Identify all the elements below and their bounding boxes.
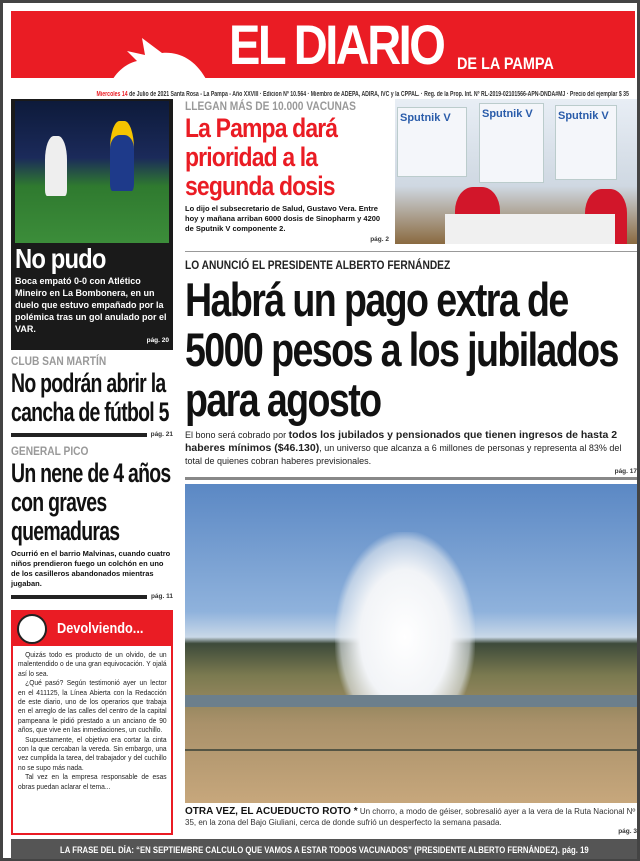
body-bold: todos los jubilados y pensionados que tienen ingresos de hasta 2 haberes mínimos ($46.130) [185,429,618,454]
vacunas-body: Lo dijo el subsecretario de Salud, Gustavo Vera. Entre hoy y mañana arriban 6000 dosis de Sinopharm y 4200 de Sputnik V componente 2. [185,204,381,233]
page-ref: pág. 20 [146,337,169,344]
vaccine-photo [395,99,637,244]
main-kicker: LO ANUNCIÓ EL PRESIDENTE ALBERTO FERNÁNDEZ [185,258,451,272]
right-column [185,99,637,835]
general-pico-body: Ocurrió en el barrio Malvinas, cuando cuatro niños prendieron fuego un colchón en uno de los casilleros abandonados mientras jugaban. [11,549,171,588]
newspaper-title: EL DIARIO [229,13,444,76]
page-ref: pág. 21 [150,431,173,438]
page-ref: pág. 2 [370,236,389,243]
divider [11,595,147,599]
san-martin-kicker: CLUB SAN MARTÍN [11,354,107,368]
vaccine-box: Sputnik V [479,103,544,183]
devolviendo-header [13,612,171,646]
dateline-line [97,91,629,98]
vacunas-kicker: LLEGAN MÁS DE 10.000 VACUNAS [185,99,356,113]
vaccine-box: Sputnik V [555,105,617,180]
devolviendo-body [13,646,171,791]
general-pico-headline[interactable]: Un nene de 4 años con graves quemaduras [11,458,171,546]
dateline [3,83,637,98]
divider [11,433,147,437]
quote-of-the-day-bar [11,839,637,859]
vacunas-article[interactable] [185,99,637,249]
caption-title: OTRA VEZ, EL ACUEDUCTO ROTO * [185,806,358,817]
page-ref: pág. 17 [614,468,637,475]
left-column [11,99,173,835]
boca-headline: No pudo [15,243,106,274]
vacunas-headline[interactable]: La Pampa dará prioridad a la segunda dosis [185,113,338,201]
newspaper-subtitle: DE LA PAMPA [457,54,554,73]
logo-bird-icon [107,33,217,78]
body-text: El bono será cobrado por [185,430,289,440]
paragraph: Quizás todo es producto de un olvido, de un malentendido o de una gran equivocación. Y ojalá así lo sea. [18,650,167,678]
page-ref: pág. 3 [618,828,637,835]
quote-of-the-day: LA FRASE DEL DÍA: “EN SEPTIEMBRE CALCULO QUE VAMOS A ESTAR TODOS VACUNADOS” (PRESIDENTE ALBERTO FERNÁNDEZ). pág. 19 [59,845,589,855]
columnist-caricature-icon [17,614,47,644]
dateline-text: de Julio de 2021 Santa Rosa - La Pampa - Año XXVIII · Edicion Nº 10.564 · Miembro de ADEPA, ADIRA, IVC y la CPPAL. · Reg. de la Prop. Int. Nº RL-2019-02101566-APN-DNDA#MJ · Precio del ejemplar $ 35 [129,91,629,98]
divider [185,477,637,480]
caption-body: Un chorro, a modo de géiser, sobresalió ayer a la vera de la Ruta Nacional Nº 35, en la zona del Bajo Giuliani, cerca de donde sufrió un desperfecto la semana pasada. [185,807,636,827]
paragraph: ¿Qué pasó? Según testimonió ayer un lector en el 411125, la Línea Abierta con la Redacción de este diario, uno de los operarios que trabaja en el arreglo de las calles del centro de la capital pampeana le pidió prestado a un anciano de 90 años, que vive en las inmediaciones, un cuchillo. [18,678,167,735]
devolviendo-column [11,610,173,835]
boca-article[interactable] [11,99,173,350]
photo-caption [185,806,637,828]
main-body [185,429,637,468]
paragraph: Supuestamente, el objetivo era cortar la cinta con la que cercaban la vereda. Sin embargo, una vez cumplida la tarea, del trabajador y del cuchillo no se supo más nada. [18,734,167,772]
geyser-photo [185,484,637,803]
devolviendo-title: Devolviendo... [57,620,144,637]
body-text: , un universo que alcanza a 6 millones de personas y representa al 83% del total de quienes cobran haberes previsionales. [185,443,622,466]
masthead [11,11,635,78]
boca-body: Boca empató 0-0 con Atlético Mineiro en La Bombonera, en un duelo que estuvo empañado por la polémica tras un gol anulado por el VAR. [15,276,167,334]
divider [185,251,637,252]
football-photo [15,101,169,243]
paragraph: Tal vez en la empresa responsable de esas obras puedan aclarar el tema... [18,772,167,791]
main-headline[interactable]: Habrá un pago extra de 5000 pesos a los jubilados para agosto [185,273,618,426]
vaccine-box: Sputnik V [397,107,467,177]
date-day: Miercoles 14 [96,91,128,98]
page-ref: pág. 11 [150,593,173,600]
san-martin-headline[interactable]: No podrán abrir la cancha de fútbol 5 [11,368,169,427]
general-pico-kicker: GENERAL PICO [11,444,89,458]
